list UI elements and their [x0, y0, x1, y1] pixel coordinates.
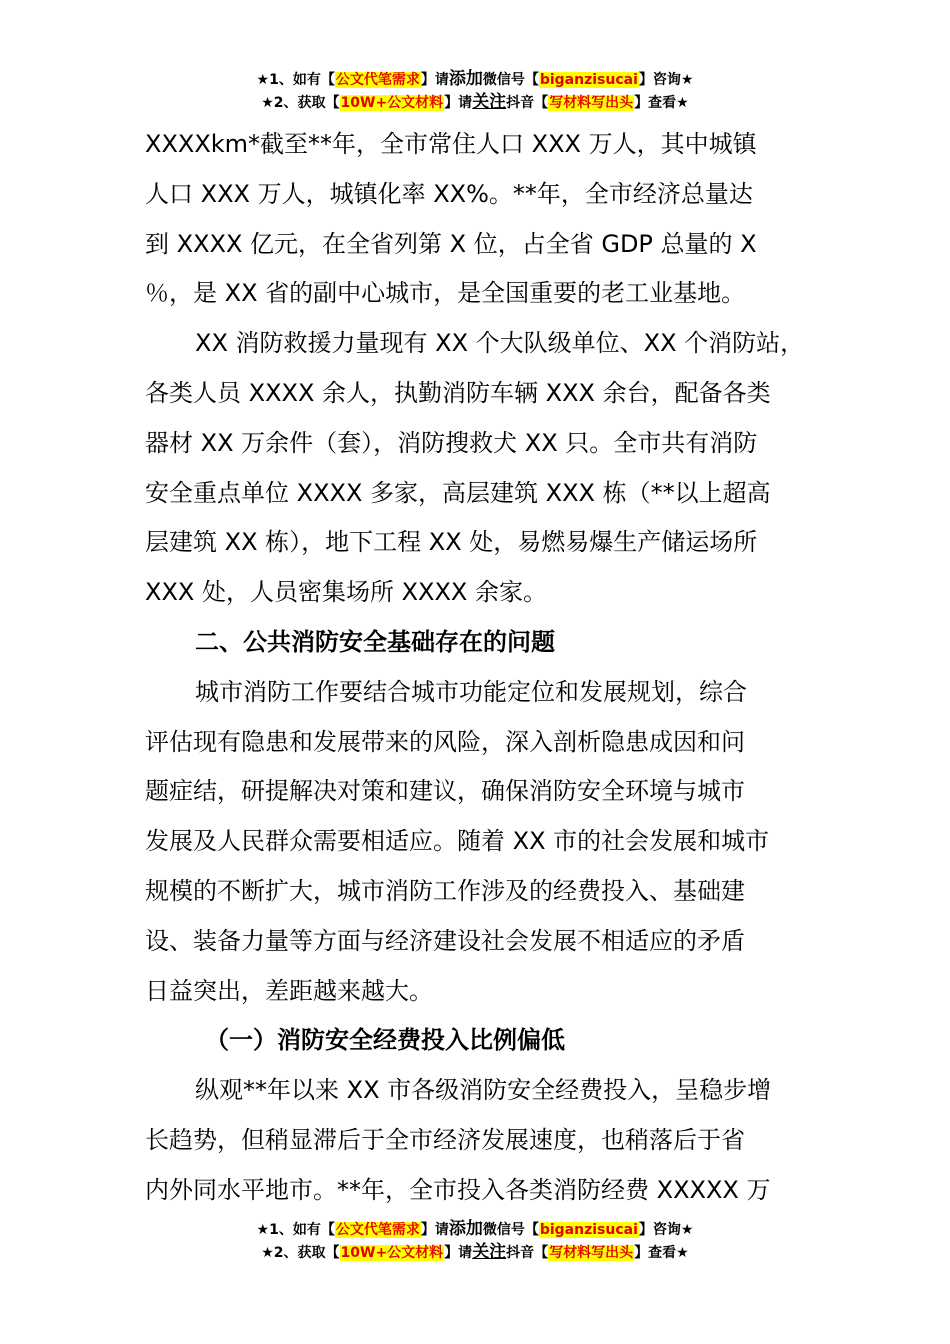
banner-emphasis: 关注 [472, 1242, 507, 1262]
highlight-douyin-account: 写材料写出头 [549, 1245, 634, 1261]
banner-text: ★2、获取【 [261, 1245, 340, 1261]
banner-text: 抖音【 [506, 95, 549, 111]
banner-text: ★1、如有【 [256, 72, 335, 88]
header-banner [0, 68, 950, 114]
paragraph-line: 发展及人民群众需要相适应。随着 XX 市的社会发展和城市 [145, 827, 770, 856]
paragraph-line: 规模的不断扩大，城市消防工作涉及的经费投入、基础建 [145, 876, 745, 905]
paragraph-line: 城市消防工作要结合城市功能定位和发展规划，综合 [195, 677, 747, 706]
paragraph-line: ％，是 XX 省的副中心城市，是全国重要的老工业基地。 [145, 279, 746, 308]
subsection-heading: （一）消防安全经费投入比例偏低 [205, 1026, 565, 1055]
banner-line-1 [0, 1218, 950, 1241]
paragraph-line: 内外同水平地市。**年，全市投入各类消防经费 XXXXX 万 [145, 1175, 771, 1204]
paragraph-line: 器材 XX 万余件（套），消防搜救犬 XX 只。全市共有消防 [145, 428, 758, 457]
highlight-materials: 10W+公文材料 [340, 1245, 444, 1261]
highlight-douyin-account: 写材料写出头 [549, 95, 634, 111]
banner-line-2 [0, 1241, 950, 1264]
highlight-service: 公文代笔需求 [335, 1222, 420, 1238]
highlight-materials: 10W+公文材料 [340, 95, 444, 111]
banner-text: 】查看★ [634, 1245, 689, 1261]
paragraph-line: 长趋势，但稍显滞后于全市经济发展速度，也稍落后于省 [145, 1125, 745, 1154]
highlight-wechat-id: biganzisucai [539, 1222, 638, 1238]
paragraph-line: XXXXkm*截至**年，全市常住人口 XXX 万人，其中城镇 [145, 130, 757, 158]
paragraph-line: 人口 XXX 万人，城镇化率 XX%。**年，全市经济总量达 [145, 179, 753, 208]
paragraph-line: 设、装备力量等方面与经济建设社会发展不相适应的矛盾 [145, 926, 745, 955]
banner-text: 微信号【 [482, 72, 539, 88]
document-body [145, 120, 825, 1216]
paragraph-line: 题症结，研提解决对策和建议，确保消防安全环境与城市 [145, 777, 745, 806]
paragraph-line: 纵观**年以来 XX 市各级消防安全经费投入，呈稳步增 [195, 1076, 772, 1105]
paragraph-line: 安全重点单位 XXXX 多家，高层建筑 XXX 栋（**以上超高 [145, 478, 771, 507]
banner-line-1 [0, 68, 950, 91]
paragraph-line: 日益突出，差距越来越大。 [145, 976, 433, 1005]
banner-text: ★1、如有【 [256, 1222, 335, 1238]
banner-text: ★2、获取【 [261, 95, 340, 111]
highlight-wechat-id: biganzisucai [539, 72, 638, 88]
paragraph-line: 评估现有隐患和发展带来的风险，深入剖析隐患成因和问 [145, 727, 745, 756]
banner-emphasis: 添加 [448, 69, 483, 89]
banner-text: 】请 [444, 1245, 473, 1261]
paragraph-line: XX 消防救援力量现有 XX 个大队级单位、XX 个消防站， [195, 329, 805, 358]
paragraph-line: 各类人员 XXXX 余人，执勤消防车辆 XXX 余台，配备各类 [145, 378, 771, 407]
banner-text: 】请 [444, 95, 473, 111]
banner-line-2 [0, 91, 950, 114]
footer-banner [0, 1218, 950, 1264]
banner-text: 微信号【 [482, 1222, 539, 1238]
banner-emphasis: 添加 [448, 1219, 483, 1239]
banner-text: 】请 [420, 72, 449, 88]
banner-text: 】咨询★ [638, 72, 694, 88]
banner-text: 抖音【 [506, 1245, 549, 1261]
paragraph-line: 到 XXXX 亿元，在全省列第 X 位，占全省 GDP 总量的 X [145, 229, 757, 258]
paragraph-line: XXX 处，人员密集场所 XXXX 余家。 [145, 578, 547, 607]
banner-text: 】请 [420, 1222, 449, 1238]
banner-text: 】咨询★ [638, 1222, 694, 1238]
paragraph-line: 层建筑 XX 栋），地下工程 XX 处，易燃易爆生产储运场所 [145, 528, 758, 557]
banner-text: 】查看★ [634, 95, 689, 111]
highlight-service: 公文代笔需求 [335, 72, 420, 88]
section-heading: 二、公共消防安全基础存在的问题 [195, 627, 555, 656]
banner-emphasis: 关注 [472, 92, 507, 112]
